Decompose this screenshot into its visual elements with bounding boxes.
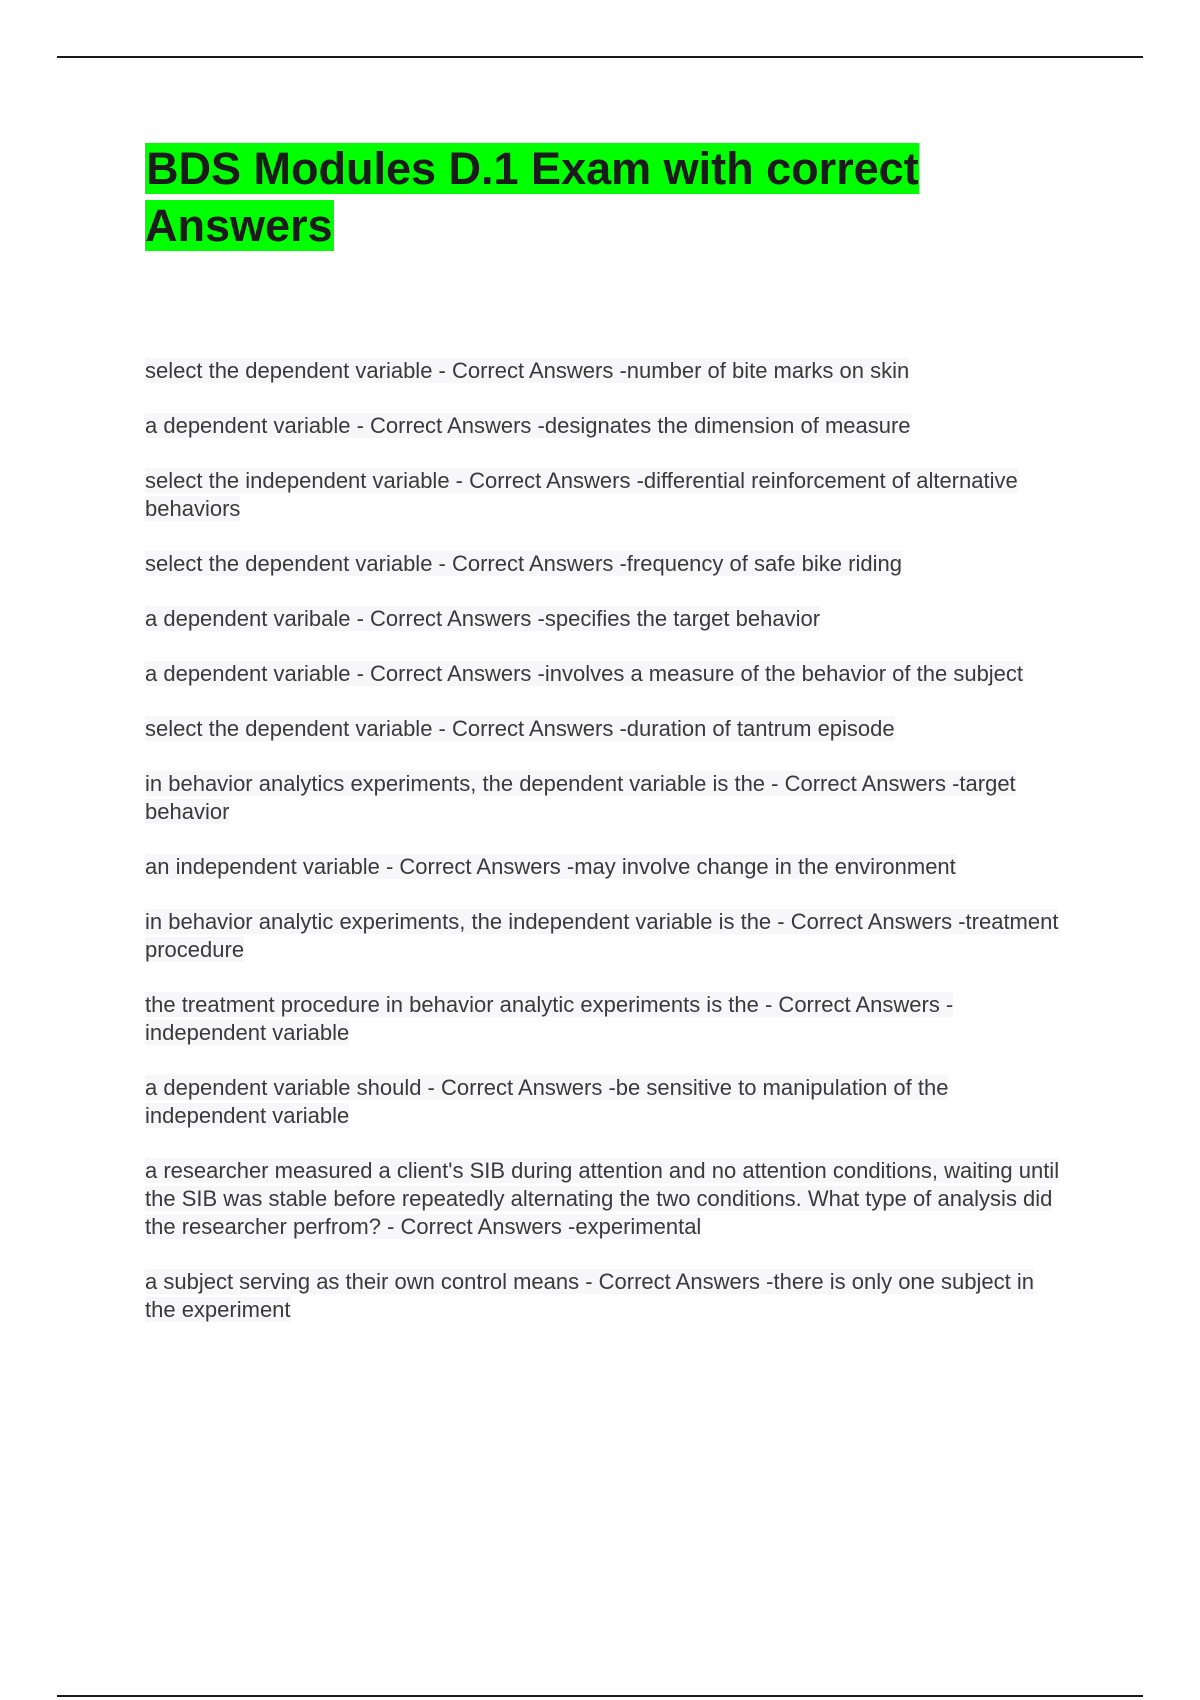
bottom-rule [57,1695,1143,1697]
document-title [145,140,1075,254]
qa-item: a dependent varibale - Correct Answers -specifies the target behavior [145,606,821,631]
qa-item: in behavior analytic experiments, the independent variable is the - Correct Answers -treatment procedure [145,909,1059,962]
title-highlight: BDS Modules D.1 Exam with correct Answers [145,143,919,251]
top-rule [57,56,1143,58]
qa-item: an independent variable - Correct Answers -may involve change in the environment [145,854,956,879]
document-page [145,140,1075,1351]
qa-list [145,357,1075,1324]
qa-item: in behavior analytics experiments, the dependent variable is the - Correct Answers -target behavior [145,771,1016,824]
qa-item: a researcher measured a client's SIB during attention and no attention conditions, waiting until the SIB was stable before repeatedly alternating the two conditions. What type of analysis did the researcher perfrom? - Correct Answers -experimental [145,1158,1060,1239]
qa-item: the treatment procedure in behavior analytic experiments is the - Correct Answers -independent variable [145,992,954,1045]
qa-item: a subject serving as their own control means - Correct Answers -there is only one subject in the experiment [145,1269,1034,1322]
qa-item: a dependent variable should - Correct Answers -be sensitive to manipulation of the independent variable [145,1075,949,1128]
qa-item: select the independent variable - Correct Answers -differential reinforcement of alternative behaviors [145,468,1018,521]
qa-item: select the dependent variable - Correct Answers -number of bite marks on skin [145,358,910,383]
qa-item: select the dependent variable - Correct Answers -duration of tantrum episode [145,716,895,741]
qa-item: a dependent variable - Correct Answers -designates the dimension of measure [145,413,911,438]
qa-item: a dependent variable - Correct Answers -involves a measure of the behavior of the subject [145,661,1024,686]
qa-item: select the dependent variable - Correct Answers -frequency of safe bike riding [145,551,902,576]
